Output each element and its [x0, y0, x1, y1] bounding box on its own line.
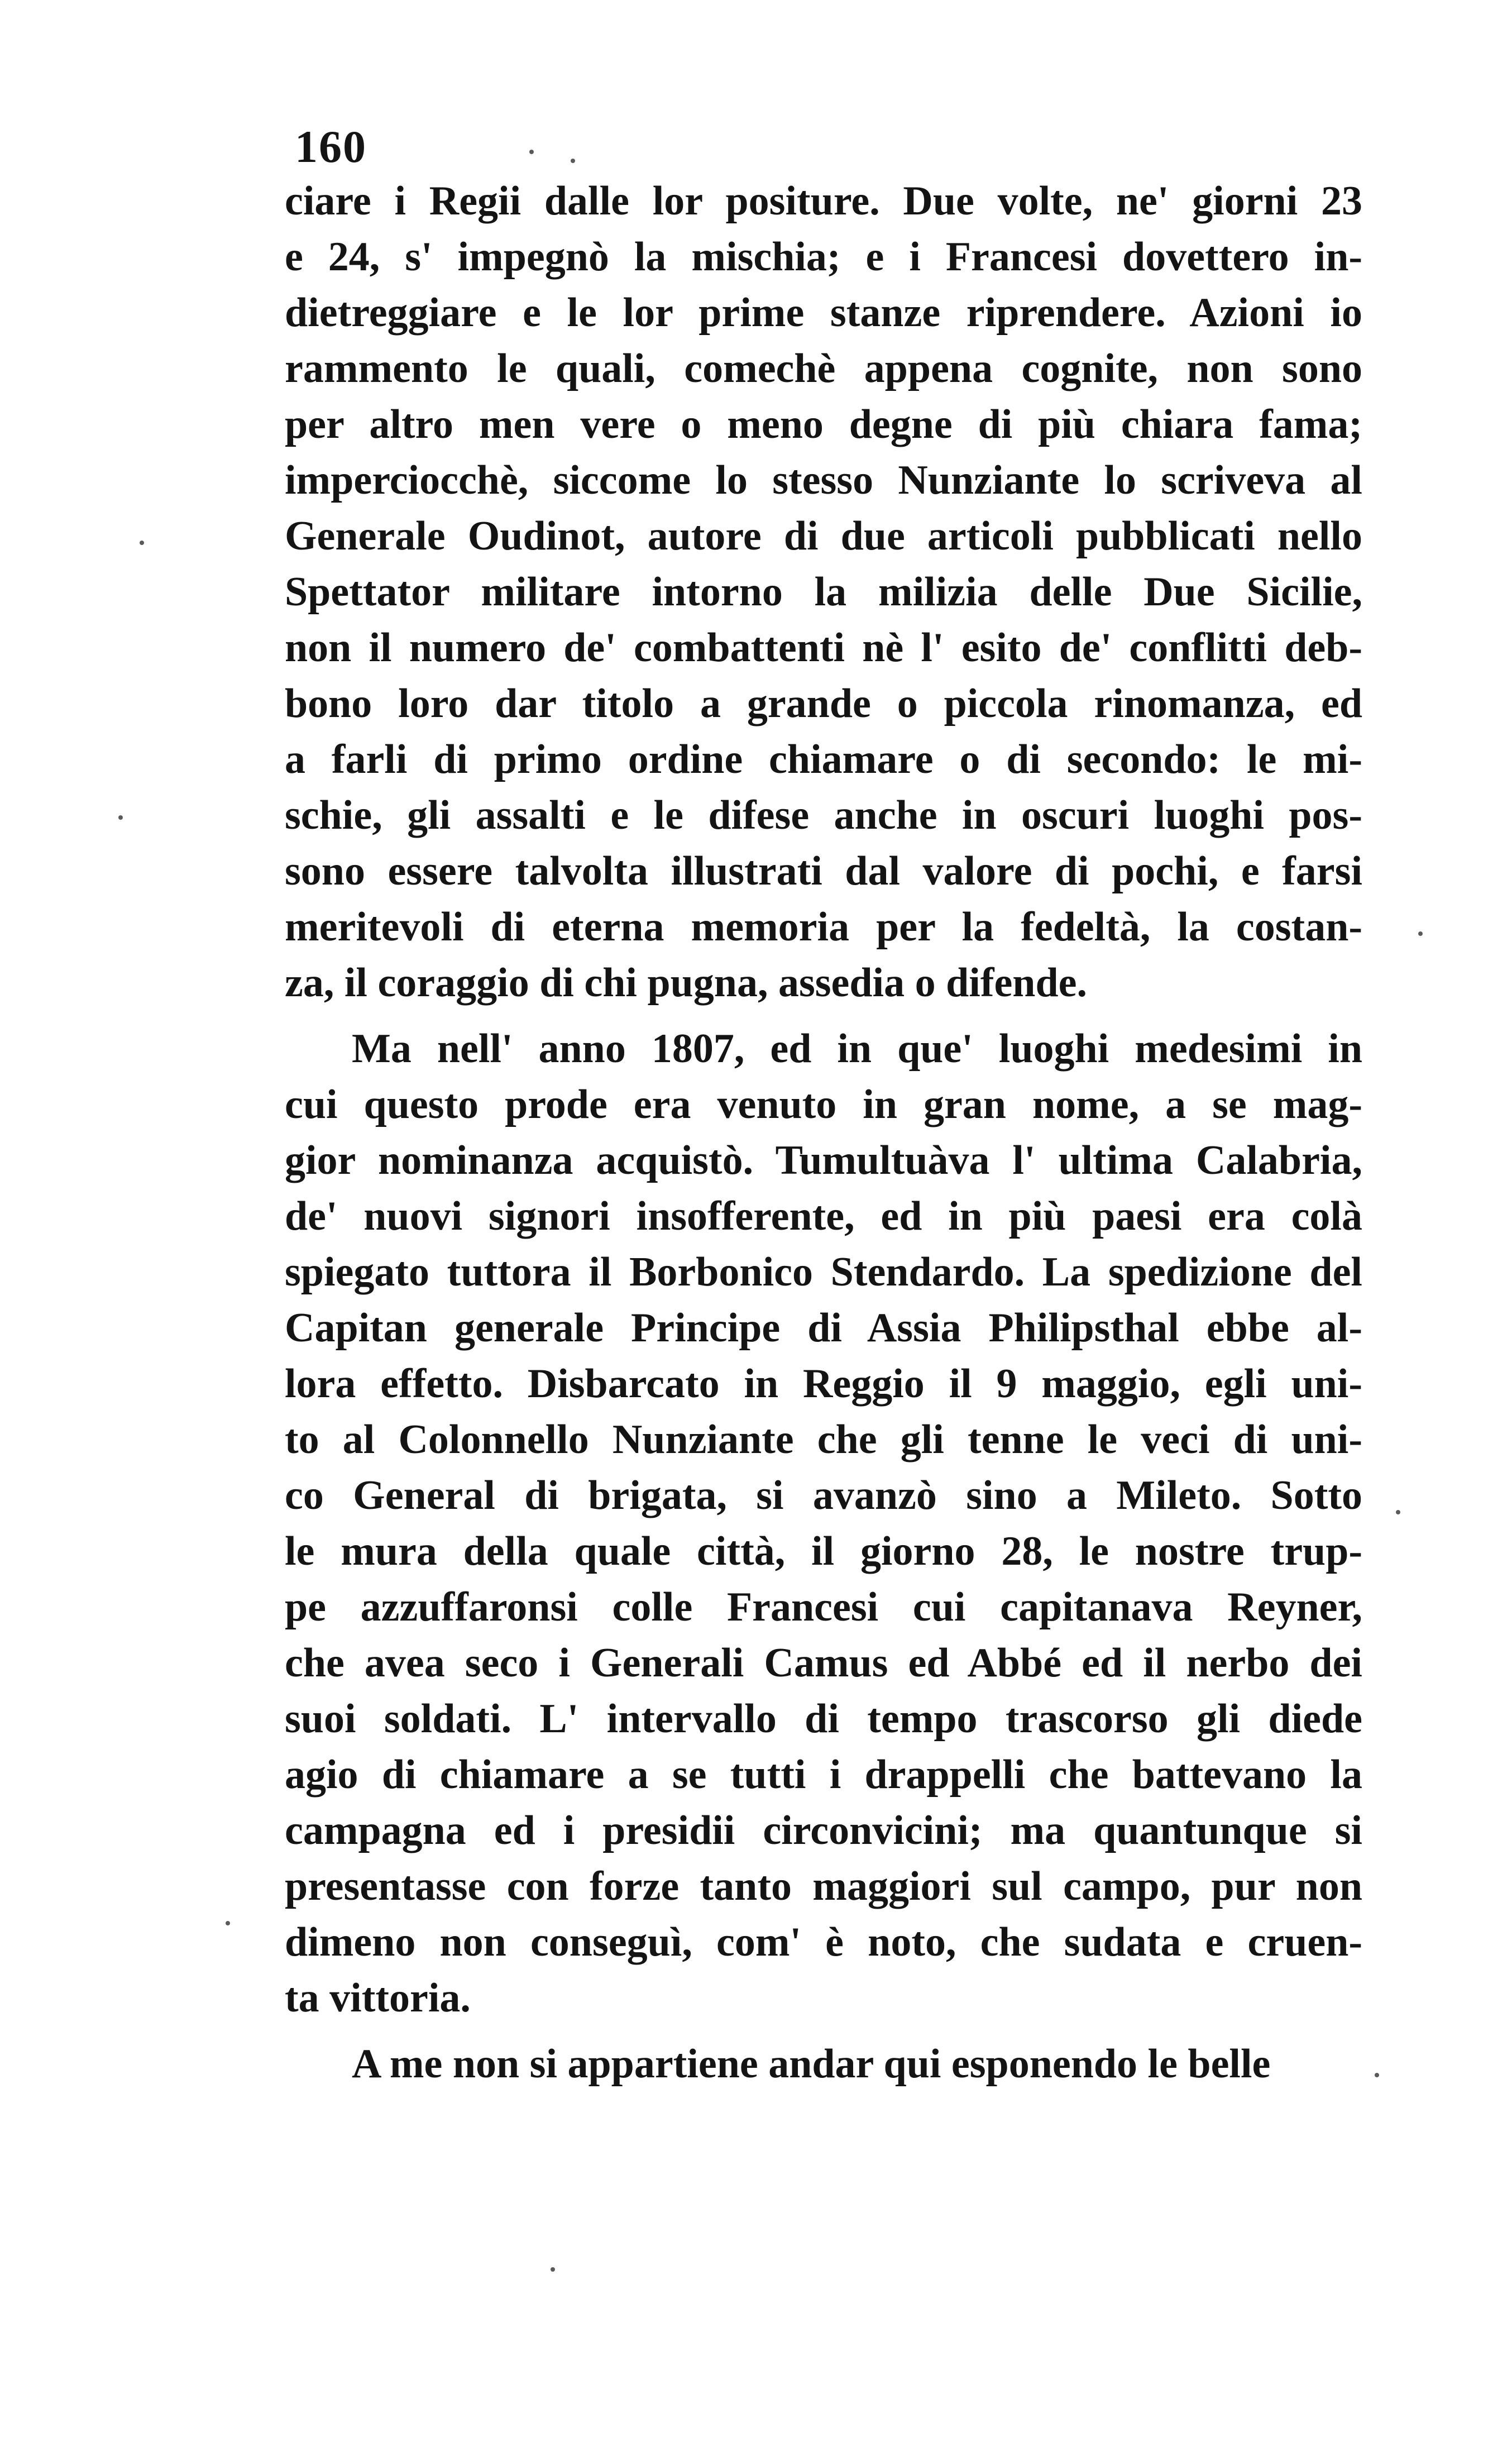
print-speck: [1396, 1510, 1400, 1514]
text-line: lora effetto. Disbarcato in Reggio il 9 maggio, egli uni-: [285, 1361, 1362, 1407]
text-line: dimeno non conseguì, com' è noto, che sudata e cruen-: [285, 1919, 1362, 1965]
text-line: e 24, s' impegnò la mischia; e i Francesi dovettero in-: [285, 234, 1362, 280]
text-line: presentasse con forze tanto maggiori sul campo, pur non: [285, 1863, 1362, 1909]
text-line: suoi soldati. L' intervallo di tempo trascorso gli diede: [285, 1696, 1362, 1742]
paragraph: [285, 1021, 1362, 2026]
text-line: Generale Oudinot, autore di due articoli pubblicati nello: [285, 513, 1362, 559]
print-speck: [571, 159, 575, 163]
print-speck: [118, 815, 123, 820]
text-line: to al Colonnello Nunziante che gli tenne le veci di uni-: [285, 1417, 1362, 1463]
print-speck: [1375, 2073, 1379, 2077]
print-speck: [529, 150, 534, 154]
text-line: dietreggiare e le lor prime stanze riprendere. Azioni io: [285, 290, 1362, 336]
text-line: spiegato tuttora il Borbonico Stendardo. La spedizione del: [285, 1249, 1362, 1295]
print-speck: [226, 1921, 230, 1925]
print-speck: [1418, 931, 1423, 936]
text-line: bono loro dar titolo a grande o piccola rinomanza, ed: [285, 681, 1362, 727]
text-line: Spettator militare intorno la milizia delle Due Sicilie,: [285, 569, 1362, 615]
text-line: non il numero de' combattenti nè l' esito de' conflitti deb-: [285, 625, 1362, 671]
text-line: agio di chiamare a se tutti i drappelli che battevano la: [285, 1752, 1362, 1798]
body-text: [285, 173, 1362, 2092]
print-speck: [140, 541, 144, 545]
text-line: za, il coraggio di chi pugna, assedia o difende.: [285, 960, 1087, 1006]
text-line: sono essere talvolta illustrati dal valore di pochi, e farsi: [285, 848, 1362, 894]
paragraph: [285, 173, 1362, 1011]
print-speck: [551, 2267, 555, 2272]
text-line: schie, gli assalti e le difese anche in oscuri luoghi pos-: [285, 792, 1362, 838]
text-line: gior nominanza acquistò. Tumultuàva l' ultima Calabria,: [285, 1138, 1362, 1183]
text-line: meritevoli di eterna memoria per la fedeltà, la costan-: [285, 904, 1362, 950]
text-line: Ma nell' anno 1807, ed in que' luoghi medesimi in: [352, 1026, 1362, 1072]
paragraph-gap: [285, 1011, 1362, 1021]
paragraph: [285, 2036, 1362, 2092]
text-line: A me non si appartiene andar qui esponendo le belle: [352, 2041, 1271, 2087]
text-line: cui questo prode era venuto in gran nome, a se mag-: [285, 1082, 1362, 1127]
paragraph-gap: [285, 2026, 1362, 2036]
text-line: campagna ed i presidii circonvicini; ma quantunque si: [285, 1808, 1362, 1853]
text-line: ta vittoria.: [285, 1975, 471, 2021]
text-line: Capitan generale Principe di Assia Philipsthal ebbe al-: [285, 1305, 1362, 1351]
text-line: a farli di primo ordine chiamare o di secondo: le mi-: [285, 737, 1362, 782]
text-line: de' nuovi signori insofferente, ed in più paesi era colà: [285, 1193, 1362, 1239]
page-number: 160: [295, 121, 367, 172]
text-line: ciare i Regii dalle lor positure. Due volte, ne' giorni 23: [285, 178, 1362, 224]
text-line: rammento le quali, comechè appena cognite, non sono: [285, 346, 1362, 391]
text-line: co General di brigata, si avanzò sino a Mileto. Sotto: [285, 1473, 1362, 1518]
text-line: imperciocchè, siccome lo stesso Nunziante lo scriveva al: [285, 457, 1362, 503]
text-line: pe azzuffaronsi colle Francesi cui capitanava Reyner,: [285, 1584, 1362, 1630]
text-line: che avea seco i Generali Camus ed Abbé ed il nerbo dei: [285, 1640, 1362, 1686]
text-line: per altro men vere o meno degne di più chiara fama;: [285, 402, 1362, 447]
text-line: le mura della quale città, il giorno 28, le nostre trup-: [285, 1528, 1362, 1574]
